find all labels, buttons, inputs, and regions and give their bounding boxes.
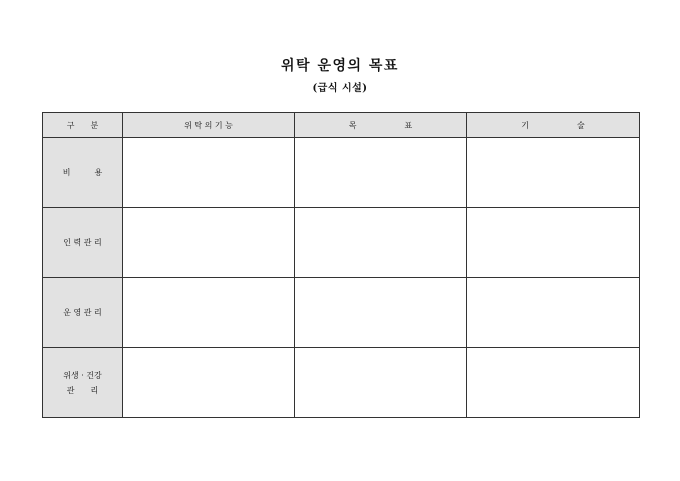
- document-subtitle: (급식 시설): [312, 83, 368, 94]
- row-label-hygiene-health: 위생 · 건강 관 리: [43, 348, 123, 418]
- table-cell: [295, 348, 467, 418]
- table-row: [43, 138, 640, 208]
- header-goal: 목 표: [295, 113, 467, 138]
- table-row: [43, 208, 640, 278]
- table-cell: [123, 208, 295, 278]
- header-category: 구 분: [43, 113, 123, 138]
- table-cell: [123, 348, 295, 418]
- table-cell: [123, 278, 295, 348]
- table-cell: [467, 278, 640, 348]
- header-row: [43, 113, 640, 138]
- document-title: 위탁 운영의 목표: [281, 58, 399, 74]
- row-label-operations: 운 영 관 리: [43, 278, 123, 348]
- table-cell: [295, 278, 467, 348]
- row-label-cost: 비 용: [43, 138, 123, 208]
- header-technique: 기 술: [467, 113, 640, 138]
- table-cell: [467, 208, 640, 278]
- table-row: [43, 278, 640, 348]
- table-cell: [123, 138, 295, 208]
- table-cell: [295, 208, 467, 278]
- table-row: [43, 348, 640, 418]
- header-outsourcing-function: 위 탁 의 기 능: [123, 113, 295, 138]
- table-cell: [295, 138, 467, 208]
- table-cell: [467, 138, 640, 208]
- row-label-staffing: 인 력 관 리: [43, 208, 123, 278]
- goals-table: [42, 112, 640, 418]
- table-cell: [467, 348, 640, 418]
